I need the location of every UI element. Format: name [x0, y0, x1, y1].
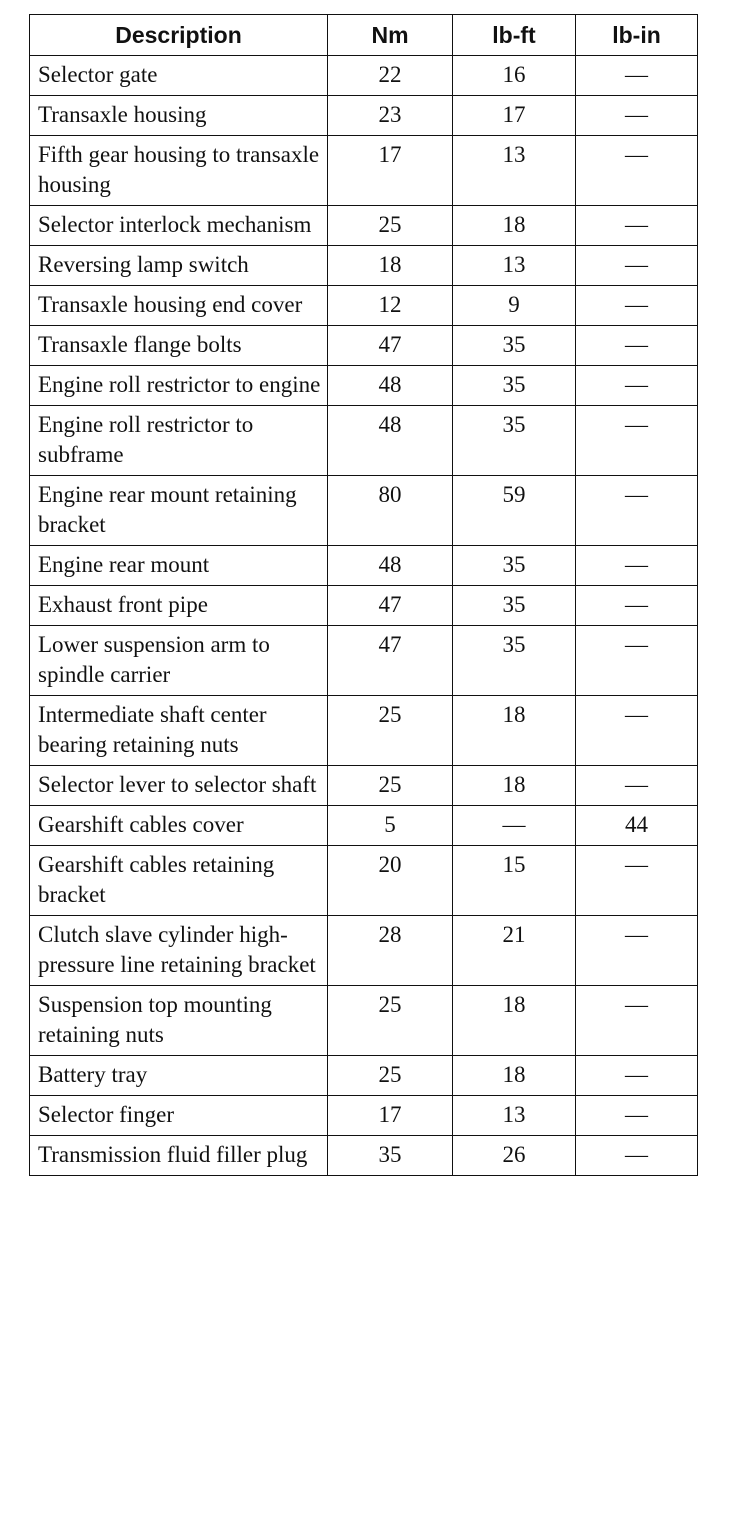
cell-lb-ft: 13 [453, 246, 576, 286]
table-row [30, 366, 698, 406]
cell-lb-ft: 15 [453, 846, 576, 916]
cell-lb-in: — [576, 626, 698, 696]
header-nm: Nm [328, 15, 453, 56]
cell-lb-in: — [576, 766, 698, 806]
cell-lb-in: — [576, 406, 698, 476]
cell-lb-in: — [576, 586, 698, 626]
cell-lb-ft: 35 [453, 406, 576, 476]
cell-nm: 47 [328, 326, 453, 366]
header-description: Description [30, 15, 328, 56]
cell-description: Exhaust front pipe [30, 586, 328, 626]
cell-lb-in: — [576, 986, 698, 1056]
cell-description: Transmission fluid filler plug [30, 1136, 328, 1176]
cell-lb-ft: 16 [453, 56, 576, 96]
header-lb-in: lb-in [576, 15, 698, 56]
cell-nm: 25 [328, 206, 453, 246]
cell-nm: 17 [328, 1096, 453, 1136]
cell-lb-in: — [576, 136, 698, 206]
cell-nm: 47 [328, 586, 453, 626]
cell-description: Lower suspension arm to spindle carrier [30, 626, 328, 696]
cell-description: Selector interlock mechanism [30, 206, 328, 246]
cell-nm: 12 [328, 286, 453, 326]
cell-lb-ft: 35 [453, 586, 576, 626]
table-row [30, 56, 698, 96]
cell-description: Transaxle housing end cover [30, 286, 328, 326]
cell-lb-ft: 18 [453, 766, 576, 806]
cell-lb-ft: 35 [453, 626, 576, 696]
cell-description: Suspension top mounting retaining nuts [30, 986, 328, 1056]
cell-lb-in: — [576, 366, 698, 406]
cell-description: Transaxle housing [30, 96, 328, 136]
cell-nm: 17 [328, 136, 453, 206]
cell-nm: 20 [328, 846, 453, 916]
table-row [30, 206, 698, 246]
cell-lb-ft: 13 [453, 1096, 576, 1136]
cell-lb-in: — [576, 56, 698, 96]
table-row [30, 326, 698, 366]
table-row [30, 1096, 698, 1136]
table-row [30, 546, 698, 586]
cell-lb-in: — [576, 1136, 698, 1176]
cell-description: Gearshift cables cover [30, 806, 328, 846]
header-lb-ft: lb-ft [453, 15, 576, 56]
cell-lb-ft: 13 [453, 136, 576, 206]
table-row [30, 476, 698, 546]
cell-lb-in: — [576, 286, 698, 326]
table-row [30, 916, 698, 986]
cell-nm: 23 [328, 96, 453, 136]
cell-description: Gearshift cables retaining bracket [30, 846, 328, 916]
table-row [30, 626, 698, 696]
table-row [30, 846, 698, 916]
cell-description: Battery tray [30, 1056, 328, 1096]
cell-lb-in: — [576, 206, 698, 246]
cell-description: Selector finger [30, 1096, 328, 1136]
cell-nm: 48 [328, 546, 453, 586]
cell-lb-ft: 35 [453, 326, 576, 366]
cell-nm: 25 [328, 766, 453, 806]
cell-lb-in: — [576, 1056, 698, 1096]
cell-lb-in: — [576, 96, 698, 136]
cell-lb-ft: 59 [453, 476, 576, 546]
cell-description: Transaxle flange bolts [30, 326, 328, 366]
cell-description: Engine rear mount retaining bracket [30, 476, 328, 546]
cell-nm: 22 [328, 56, 453, 96]
cell-lb-ft: 18 [453, 696, 576, 766]
cell-lb-ft: — [453, 806, 576, 846]
cell-lb-in: — [576, 916, 698, 986]
torque-specifications-table [29, 14, 698, 1176]
table-body [30, 56, 698, 1176]
cell-nm: 47 [328, 626, 453, 696]
cell-lb-in: — [576, 1096, 698, 1136]
cell-nm: 25 [328, 696, 453, 766]
cell-lb-ft: 9 [453, 286, 576, 326]
cell-description: Clutch slave cylinder high-pressure line retaining bracket [30, 916, 328, 986]
cell-nm: 28 [328, 916, 453, 986]
cell-description: Engine roll restrictor to subframe [30, 406, 328, 476]
table-row [30, 96, 698, 136]
cell-lb-ft: 18 [453, 986, 576, 1056]
cell-nm: 25 [328, 986, 453, 1056]
cell-description: Engine roll restrictor to engine [30, 366, 328, 406]
header-row [30, 15, 698, 56]
cell-lb-in: 44 [576, 806, 698, 846]
cell-lb-ft: 35 [453, 546, 576, 586]
table-row [30, 286, 698, 326]
table-row [30, 1136, 698, 1176]
cell-lb-ft: 18 [453, 206, 576, 246]
cell-nm: 48 [328, 366, 453, 406]
cell-description: Reversing lamp switch [30, 246, 328, 286]
cell-lb-ft: 17 [453, 96, 576, 136]
cell-lb-in: — [576, 546, 698, 586]
cell-lb-in: — [576, 846, 698, 916]
cell-nm: 48 [328, 406, 453, 476]
cell-lb-ft: 26 [453, 1136, 576, 1176]
table-row [30, 986, 698, 1056]
cell-description: Engine rear mount [30, 546, 328, 586]
table-row [30, 406, 698, 476]
cell-nm: 18 [328, 246, 453, 286]
cell-lb-in: — [576, 246, 698, 286]
cell-nm: 80 [328, 476, 453, 546]
cell-nm: 35 [328, 1136, 453, 1176]
cell-lb-ft: 18 [453, 1056, 576, 1096]
cell-nm: 25 [328, 1056, 453, 1096]
table-row [30, 806, 698, 846]
cell-lb-in: — [576, 476, 698, 546]
cell-lb-in: — [576, 696, 698, 766]
cell-lb-in: — [576, 326, 698, 366]
cell-description: Intermediate shaft center bearing retaining nuts [30, 696, 328, 766]
table-row [30, 766, 698, 806]
table-row [30, 136, 698, 206]
cell-description: Fifth gear housing to transaxle housing [30, 136, 328, 206]
cell-lb-ft: 35 [453, 366, 576, 406]
table-row [30, 246, 698, 286]
cell-lb-ft: 21 [453, 916, 576, 986]
cell-description: Selector gate [30, 56, 328, 96]
cell-nm: 5 [328, 806, 453, 846]
cell-description: Selector lever to selector shaft [30, 766, 328, 806]
table-row [30, 696, 698, 766]
table-row [30, 586, 698, 626]
table-row [30, 1056, 698, 1096]
